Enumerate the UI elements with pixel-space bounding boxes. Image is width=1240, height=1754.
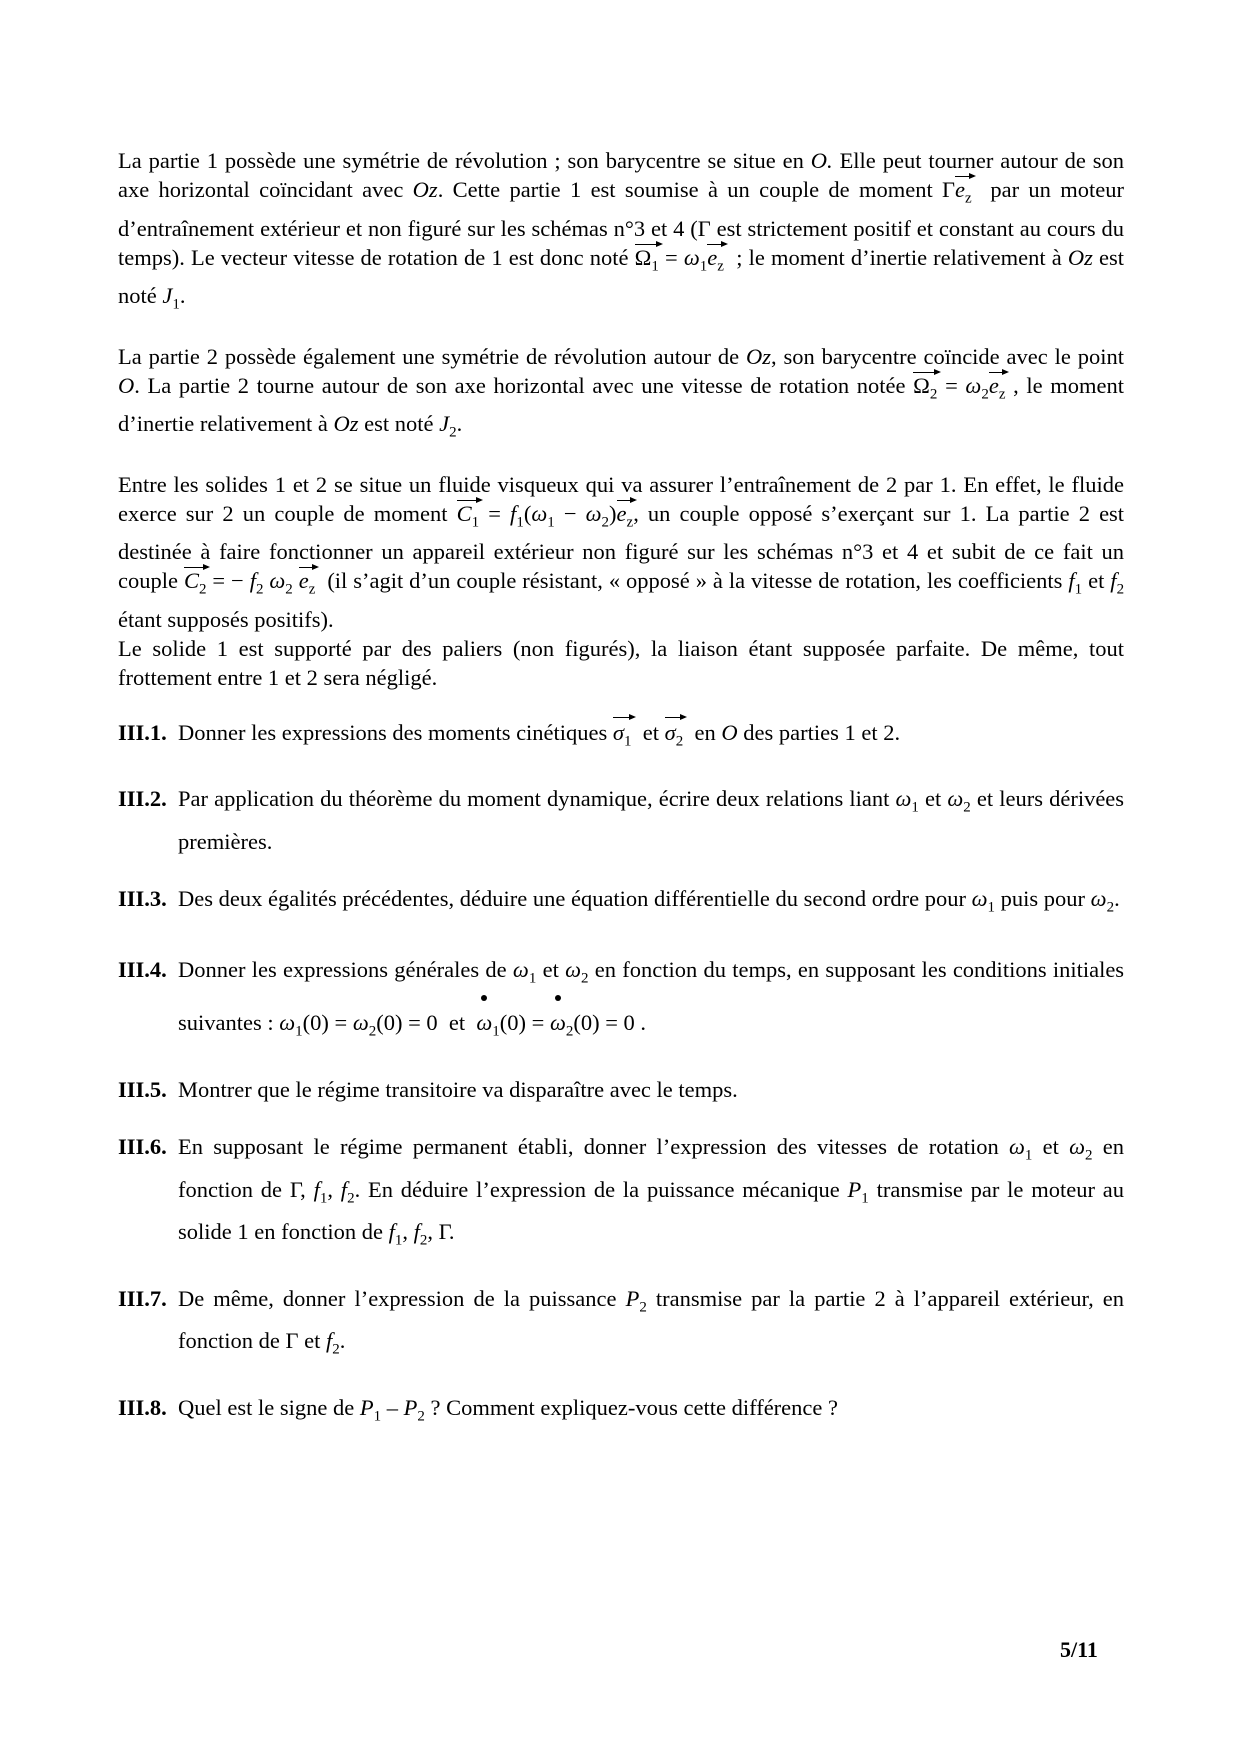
text: transmise par le moteur au solide 1 en fonction de: [178, 1176, 1124, 1244]
text: est noté: [364, 411, 434, 436]
axis-oz: Oz: [1067, 244, 1093, 270]
vector-sigma1: [613, 716, 632, 759]
omega: ω: [1090, 885, 1107, 911]
inertia-j: J: [162, 283, 173, 308]
vector-letter: e: [955, 177, 966, 202]
subscript: 1: [528, 970, 537, 987]
question-number: III.5.: [118, 1077, 167, 1102]
vector-omega1: [635, 243, 659, 282]
vector-letter: e: [298, 568, 309, 593]
subscript: 2: [368, 1023, 377, 1039]
subscript: 1: [861, 1190, 869, 1206]
subscript: 2: [347, 1190, 355, 1206]
power-p: P: [359, 1394, 374, 1420]
question-text: [178, 716, 1124, 759]
text: La partie 1 possède une symétrie de révolution ; son barycentre se situe en: [118, 148, 804, 173]
text: Des deux égalités précédentes, déduire une équation différentielle du second ordre pour: [178, 885, 967, 911]
text: La partie 2 possède également une symétrie de révolution autour de: [118, 343, 740, 369]
text: .: [179, 283, 186, 308]
text: La partie 2 est destinée à faire fonctionner un appareil extérieur non figuré sur les schémas n°3 et 4 et subit de ce fait un couple: [118, 500, 1125, 593]
subscript: 1: [1074, 581, 1083, 598]
document-body: [118, 146, 1124, 1433]
point-o: O.: [810, 148, 833, 173]
vector-c1: [457, 499, 480, 538]
text: . La partie 2 tourne autour de son axe horizontal avec une vitesse de rotation notée: [134, 372, 906, 398]
subscript: 2: [449, 424, 457, 441]
subscript: 1: [295, 1023, 303, 1039]
question-iii-8: [118, 1391, 1124, 1434]
text: .: [339, 1328, 346, 1353]
question-text: [178, 1130, 1124, 1258]
vector-letter: e: [616, 500, 627, 526]
equals: =: [945, 372, 958, 398]
vector-ez: [989, 371, 1006, 410]
text: Donner les expressions des moments cinétiques: [178, 719, 608, 745]
point-o: O: [118, 372, 135, 398]
question-text: Montrer que le régime transitoire va disparaître avec le temps.: [178, 1077, 738, 1102]
minus: −: [563, 500, 577, 526]
subscript: 2: [332, 1341, 340, 1358]
vector-letter: C: [456, 500, 472, 526]
text: et: [542, 957, 559, 982]
subscript: 2: [601, 514, 610, 530]
equation-c1: [456, 500, 634, 530]
subscript: 1: [911, 799, 919, 816]
text: (0) = 0: [376, 1009, 438, 1035]
text: De même, donner l’expression de la puissance: [178, 1285, 617, 1311]
paragraph-fluide: [118, 470, 1124, 634]
coef-f: f: [313, 1176, 320, 1202]
subscript: 1: [172, 296, 180, 313]
power-p: P: [847, 1176, 862, 1202]
equals: =: [488, 500, 501, 526]
subscript: 2: [255, 581, 264, 598]
subscript: 2: [1085, 1147, 1093, 1164]
subscript: 1: [1024, 1147, 1033, 1164]
text: en: [694, 719, 716, 745]
omega: ω: [1008, 1134, 1025, 1159]
equation-omega1: [634, 244, 724, 274]
vector-letter: C: [183, 568, 199, 593]
subscript: 1: [987, 899, 996, 915]
text: par un moteur d’entraînement extérieur et non figuré sur les schémas n°3 et 4 (Γ est strictement positif et constant au cours du temps). Le vecteur vitesse de rotation de 1 est donc noté: [118, 177, 1124, 270]
vector-c2: [184, 566, 207, 605]
subscript: 1: [547, 514, 555, 530]
question-iii-1: [118, 716, 1124, 759]
subscript: 2: [419, 1232, 428, 1249]
subscript: z: [717, 258, 724, 274]
vector-ez: [707, 243, 724, 282]
subscript: 1: [471, 514, 480, 530]
text: .: [456, 411, 463, 436]
question-iii-5: [118, 1073, 1124, 1106]
paragraph-partie-1: [118, 146, 1124, 320]
omega: ω: [971, 885, 988, 911]
text: (0) =: [499, 1009, 545, 1035]
omega: ω: [683, 244, 700, 270]
question-text: [178, 882, 1124, 925]
question-iii-4: [118, 948, 1124, 1053]
omega-capital: Ω: [634, 244, 652, 270]
subscript: z: [308, 581, 316, 598]
subscript: 2: [417, 1408, 425, 1424]
coef-f: f: [388, 1219, 395, 1244]
point-o: O: [721, 719, 738, 745]
omega: ω: [947, 786, 964, 811]
text: , son barycentre coïncide avec le point: [771, 343, 1125, 369]
question-number: III.3.: [118, 885, 167, 911]
subscript: 2: [639, 1299, 647, 1315]
question-text: [178, 948, 1124, 1053]
omega: ω: [476, 1009, 493, 1035]
text: (0) =: [302, 1009, 348, 1035]
text: en fonction de Γ,: [178, 1134, 1125, 1202]
text: ; le moment d’inertie relativement à: [736, 244, 1062, 270]
text: des parties 1 et 2.: [743, 719, 901, 745]
omega: ω: [269, 568, 286, 593]
text: Quel est le signe de: [178, 1394, 355, 1420]
question-iii-2: [118, 782, 1124, 858]
omega-dot: [476, 1001, 492, 1045]
omega: ω: [512, 957, 529, 982]
text: Donner les expressions générales de: [178, 957, 507, 982]
vector-omega2: [913, 371, 937, 410]
text: en fonction du temps, en supposant les conditions initiales suivantes :: [178, 957, 1125, 1035]
text: et: [976, 786, 994, 811]
subscript: 2: [675, 733, 684, 749]
question-number: III.6.: [118, 1134, 167, 1159]
equals-minus: = −: [212, 568, 244, 593]
vector-sigma2: [665, 716, 684, 759]
vector-letter: e: [988, 372, 999, 398]
text: et: [448, 1009, 466, 1035]
text: est noté: [118, 244, 1125, 308]
subscript: 1: [394, 1232, 403, 1249]
minus: –: [386, 1394, 398, 1420]
text: Par application du théorème du moment dynamique, écrire deux relations liant: [178, 786, 890, 811]
coef-f: f: [325, 1328, 333, 1353]
text: , Γ.: [427, 1219, 455, 1244]
text: (0) = 0 .: [573, 1009, 647, 1035]
coef-f: f: [1110, 568, 1117, 593]
subscript: 1: [624, 733, 632, 749]
omega: ω: [585, 500, 602, 526]
omega: ω: [965, 372, 982, 398]
sigma: σ: [664, 719, 676, 745]
subscript: z: [626, 514, 634, 530]
subscript: 2: [963, 799, 971, 816]
omega: ω: [549, 1009, 566, 1035]
coef-f: f: [1068, 568, 1075, 593]
question-text: [178, 782, 1124, 858]
text: En supposant le régime permanent établi, donner l’expression des vitesses de rotation: [178, 1134, 999, 1159]
text: . Cette partie 1 est soumise à un couple de moment: [437, 177, 933, 202]
power-p: P: [625, 1285, 640, 1311]
question-number: III.1.: [118, 719, 167, 745]
omega: ω: [895, 786, 912, 811]
subscript: z: [965, 190, 972, 207]
subscript: 1: [492, 1023, 500, 1039]
subscript: 2: [198, 581, 207, 598]
text: Elle peut tourner autour de son axe horizontal coïncidant avec: [118, 148, 1125, 202]
text: transmise par la partie 2 à l’appareil extérieur, en fonction de Γ et: [178, 1285, 1124, 1353]
text: Entre les solides 1 et 2 se situe un fluide visqueux qui va assurer l’entraînement de 2 par 1. En effet, le fluide exerce sur 2 un couple de moment: [118, 471, 1124, 526]
text: étant supposés positifs).: [118, 606, 334, 632]
coef-f: f: [340, 1176, 348, 1202]
text: et: [1042, 1134, 1059, 1159]
subscript: 2: [1106, 899, 1115, 915]
question-text: [178, 1282, 1124, 1367]
coef-f: f: [510, 500, 517, 526]
question-iii-6: [118, 1130, 1124, 1258]
text: . En déduire l’expression de la puissance mécanique: [354, 1176, 840, 1202]
text: (il s’agit d’un couple résistant, « opposé » à la vitesse de rotation, les coefficients: [327, 568, 1063, 593]
text: Le solide 1 est supporté par des paliers (non figurés), la liaison étant supposée parfaite. De même, tout frottement entre 1 et 2 sera négligé.: [118, 635, 1124, 690]
question-iii-3: [118, 882, 1124, 925]
axis-oz: Oz: [333, 411, 359, 436]
inertia-j: J: [439, 411, 450, 436]
question-iii-7: [118, 1282, 1124, 1367]
subscript: 1: [699, 258, 708, 274]
paren: ): [609, 500, 617, 526]
vector-letter: e: [707, 244, 718, 270]
power-p: P: [403, 1394, 418, 1420]
question-number: III.8.: [118, 1394, 167, 1420]
paragraph-paliers: [118, 634, 1124, 692]
subscript: 2: [285, 581, 293, 598]
omega: ω: [565, 957, 581, 982]
paragraph-partie-2: [118, 342, 1124, 448]
moment-gamma-ez: [942, 177, 972, 207]
paren: (: [523, 500, 532, 526]
omega-dot: [550, 1001, 566, 1045]
subscript: 1: [319, 1190, 328, 1206]
question-number: III.2.: [118, 786, 167, 811]
vector-ez: [955, 175, 972, 214]
equation-omega2: [913, 372, 1006, 402]
question-number: III.7.: [118, 1285, 167, 1311]
text: leurs dérivées premières.: [178, 786, 1125, 854]
gamma-symbol: Γ: [942, 177, 956, 202]
omega: ω: [352, 1009, 369, 1035]
subscript: 2: [981, 386, 989, 402]
axis-oz: Oz: [745, 343, 771, 369]
vector-ez: [617, 499, 634, 538]
subscript: 1: [373, 1408, 382, 1424]
subscript: z: [998, 386, 1006, 402]
axis-oz: Oz: [412, 177, 438, 202]
text: et: [925, 786, 942, 811]
sigma: σ: [612, 719, 625, 745]
equation-c2: [183, 568, 316, 598]
text: ? Comment expliquez-vous cette différence ?: [430, 1394, 838, 1420]
question-number: III.4.: [118, 957, 167, 982]
equals: =: [665, 244, 678, 270]
omega: ω: [1069, 1134, 1086, 1159]
subscript: 1: [651, 258, 659, 274]
omega: ω: [279, 1009, 296, 1035]
text: .: [1114, 885, 1120, 911]
text: , un couple opposé s’exerçant sur 1.: [633, 500, 977, 526]
subscript: 2: [565, 1023, 574, 1039]
vector-ez: [299, 566, 316, 605]
subscript: 2: [929, 386, 938, 402]
subscript: 2: [580, 970, 589, 987]
text: et: [642, 719, 660, 745]
text: et: [1088, 568, 1105, 593]
coef-f: f: [413, 1219, 420, 1244]
text: ,: [402, 1219, 408, 1244]
subscript: 2: [1116, 581, 1125, 598]
page-number: 5/11: [1060, 1637, 1098, 1662]
text: , le moment d’inertie relativement à: [118, 372, 1125, 436]
text: puis pour: [1000, 885, 1086, 911]
omega: ω: [531, 500, 548, 526]
question-text: [178, 1391, 1124, 1434]
coef-f: f: [249, 568, 256, 593]
omega-capital: Ω: [913, 372, 930, 398]
text: ,: [327, 1176, 333, 1202]
subscript: 1: [516, 514, 524, 530]
